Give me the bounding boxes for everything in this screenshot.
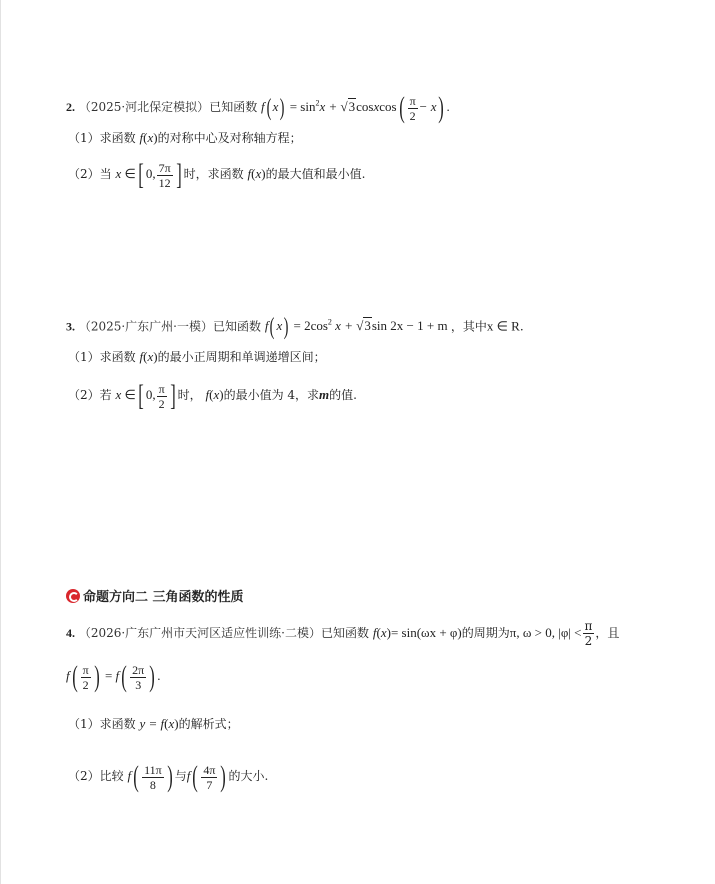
formula: f(x)= sin(ωx + φ) — [372, 625, 462, 640]
fraction: $\frac{\pi}{2}$ — [82, 662, 89, 692]
problem-4-condition: f( $\frac{\pi}{2}$ ) = f( $\frac{2\pi}{3}$ ) . — [66, 660, 161, 693]
problem-3-q2: （2）若 x ∈[ 0, $\frac{\pi}{2}$ ] 时， f(x)的最小值为 4，求m的值. — [68, 379, 357, 412]
section-marker-icon — [66, 589, 80, 603]
fraction: $\frac{4\pi}{7}$ — [203, 762, 216, 792]
problem-number: 4. — [66, 626, 75, 640]
problem-2-stem — [66, 93, 450, 123]
formula: f( $x) = \sin^2x$ + √3cosxcos( $\frac{\pi}{2}$ − x) . — [261, 91, 450, 124]
fraction: $\frac{\pi}{2}$ — [409, 93, 416, 123]
problem-number: 2. — [66, 99, 75, 114]
fraction: $\frac{\pi}{2}$ — [584, 619, 593, 648]
fraction: $\frac{\pi}{2}$ — [158, 381, 165, 411]
fraction: $\frac{11\pi}{8}$ — [144, 762, 162, 792]
problem-number: 3. — [66, 319, 75, 334]
problem-4-q1: （1）求函数 y = f(x)的解析式； — [68, 716, 239, 731]
problem-3-q1: （1）求函数 f(x)的最小正周期和单调递增区间； — [68, 349, 326, 364]
problem-4-stem: 4. （2026·广东广州市天河区适应性训练·二模）已知函数 f(x)= sin(ωx + φ)的周期为π, ω > 0, |φ| < $\frac{\pi}{2}$ ，且 — [66, 619, 620, 648]
problem-source: （2025·广东广州·一模） — [78, 319, 213, 334]
fraction: $\frac{2\pi}{3}$ — [132, 662, 145, 692]
problem-lead: 已知函数 — [209, 99, 258, 114]
problem-source: （2025·河北保定模拟） — [78, 99, 210, 114]
problem-2-q1: （1）求函数 f(x)的对称中心及对称轴方程； — [68, 130, 302, 145]
page-edge — [0, 0, 1, 884]
section-heading: 命题方向二 三角函数的性质 — [66, 586, 244, 605]
problem-2-q2: （2）当 x ∈[ 0, $\frac{7\pi}{12}$ ] 时，求函数 f(x)的最大值和最小值. — [68, 158, 366, 191]
problem-source: （2026·广东广州市天河区适应性训练·二模） — [78, 626, 321, 640]
problem-3-stem: 3. （2025·广东广州·一模）已知函数 f( $x) = 2\cos^2$ x + √3sin 2x − 1 + m ，其中x ∈ R. — [66, 314, 524, 341]
formula: f( $x) = 2\cos^2$ x + √3sin 2x − 1 + m — [264, 314, 448, 341]
problem-4-q2: （2）比较 f( $\frac{11\pi}{8}$ ) 与f( $\frac{4\pi}{7}$ ) 的大小. — [68, 760, 269, 793]
fraction: $\frac{7\pi}{12}$ — [158, 160, 171, 190]
